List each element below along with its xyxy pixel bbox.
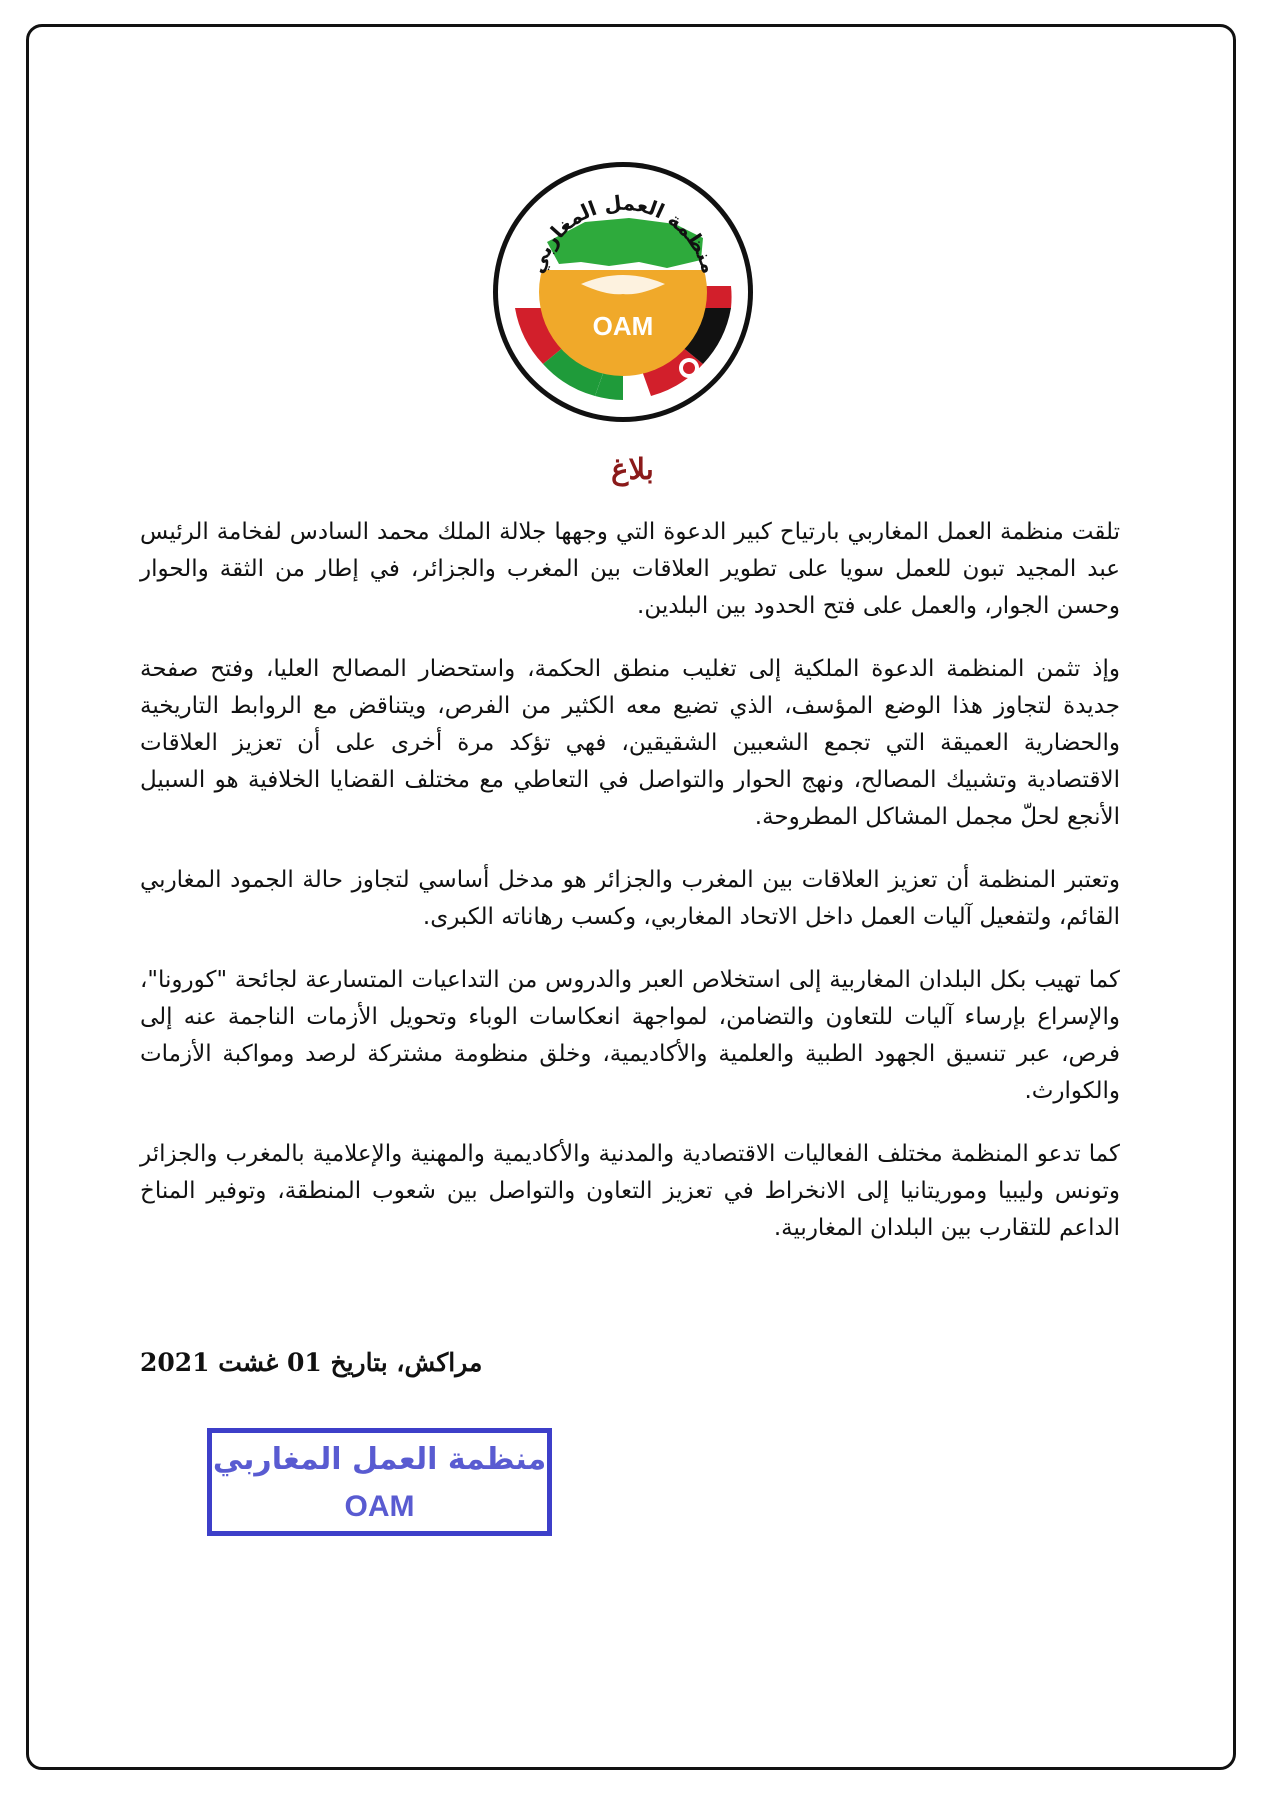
organization-stamp [207, 1428, 552, 1536]
document-body [140, 514, 1120, 1273]
logo-arc-textpath: منظمة العمل المغاربي [524, 190, 722, 277]
paragraph-3: وتعتبر المنظمة أن تعزيز العلاقات بين المغرب والجزائر هو مدخل أساسي لتجاوز حالة الجمود المغاربي القائم، ولتفعيل آليات العمل داخل الاتحاد المغاربي، وكسب رهاناته الكبرى. [140, 867, 1120, 930]
paragraph-2: وإذ تثمن المنظمة الدعوة الملكية إلى تغليب منطق الحكمة، واستحضار المصالح العليا، وفتح صفحة جديدة لتجاوز هذا الوضع المؤسف، الذي تضيع معه الكثير من الفرص، ويتناقض مع الروابط التاريخية والحضارية العميقة التي تجمع الشعبين الشقيقين، فهي تؤكد مرة أخرى على أن تعزيز العلاقات الاقتصادية وتشبيك المصالح، ونهج الحوار والتواصل في التعاطي مع مختلف القضايا الخلافية هو السبيل الأنجع لحلّ مجمل المشاكل المطروحة. [140, 656, 1120, 830]
paragraph-4: كما تهيب بكل البلدان المغاربية إلى استخلاص العبر والدروس من التداعيات المتسارعة لجائحة "كورونا"، والإسراع بإرساء آليات للتعاون والتضامن، لمواجهة انعكاسات الوباء وتحويل الأزمات الناجمة عنه إلى فرص، عبر تنسيق الجهود الطبية والعلمية والأكاديمية، وخلق منظومة مشتركة لرصد ومواكبة الأزمات والكوارث. [140, 967, 1120, 1104]
document-title: بلاغ [611, 452, 654, 486]
logo-abbr: OAM [592, 311, 654, 341]
place-date-signature: مراكش، بتاريخ 01 غشت 2021 [140, 1348, 483, 1377]
oam-emblem [489, 158, 757, 426]
stamp-code: OAM [344, 1490, 415, 1523]
paragraph-5: كما تدعو المنظمة مختلف الفعاليات الاقتصادية والمدنية والأكاديمية والمهنية والإعلامية بالمغرب والجزائر وتونس وليبيا وموريتانيا إلى الانخراط في تعزيز التعاون والتواصل بين شعوب المنطقة، وتوفير المناخ الداعم للتقارب بين البلدان المغاربية. [140, 1141, 1120, 1241]
tunisia-crescent-icon [683, 362, 695, 374]
oam-logo [489, 158, 757, 426]
paragraph-1: تلقت منظمة العمل المغاربي بارتياح كبير الدعوة التي وجهها جلالة الملك محمد السادس لفخامة الرئيس عبد المجيد تبون للعمل سويا على تطوير العلاقات بين المغرب والجزائر، في إطار من الثقة والحوار وحسن الجوار، والعمل على فتح الحدود بين البلدين. [140, 519, 1120, 619]
stamp-name: منظمة العمل المغاربي [212, 1442, 547, 1477]
